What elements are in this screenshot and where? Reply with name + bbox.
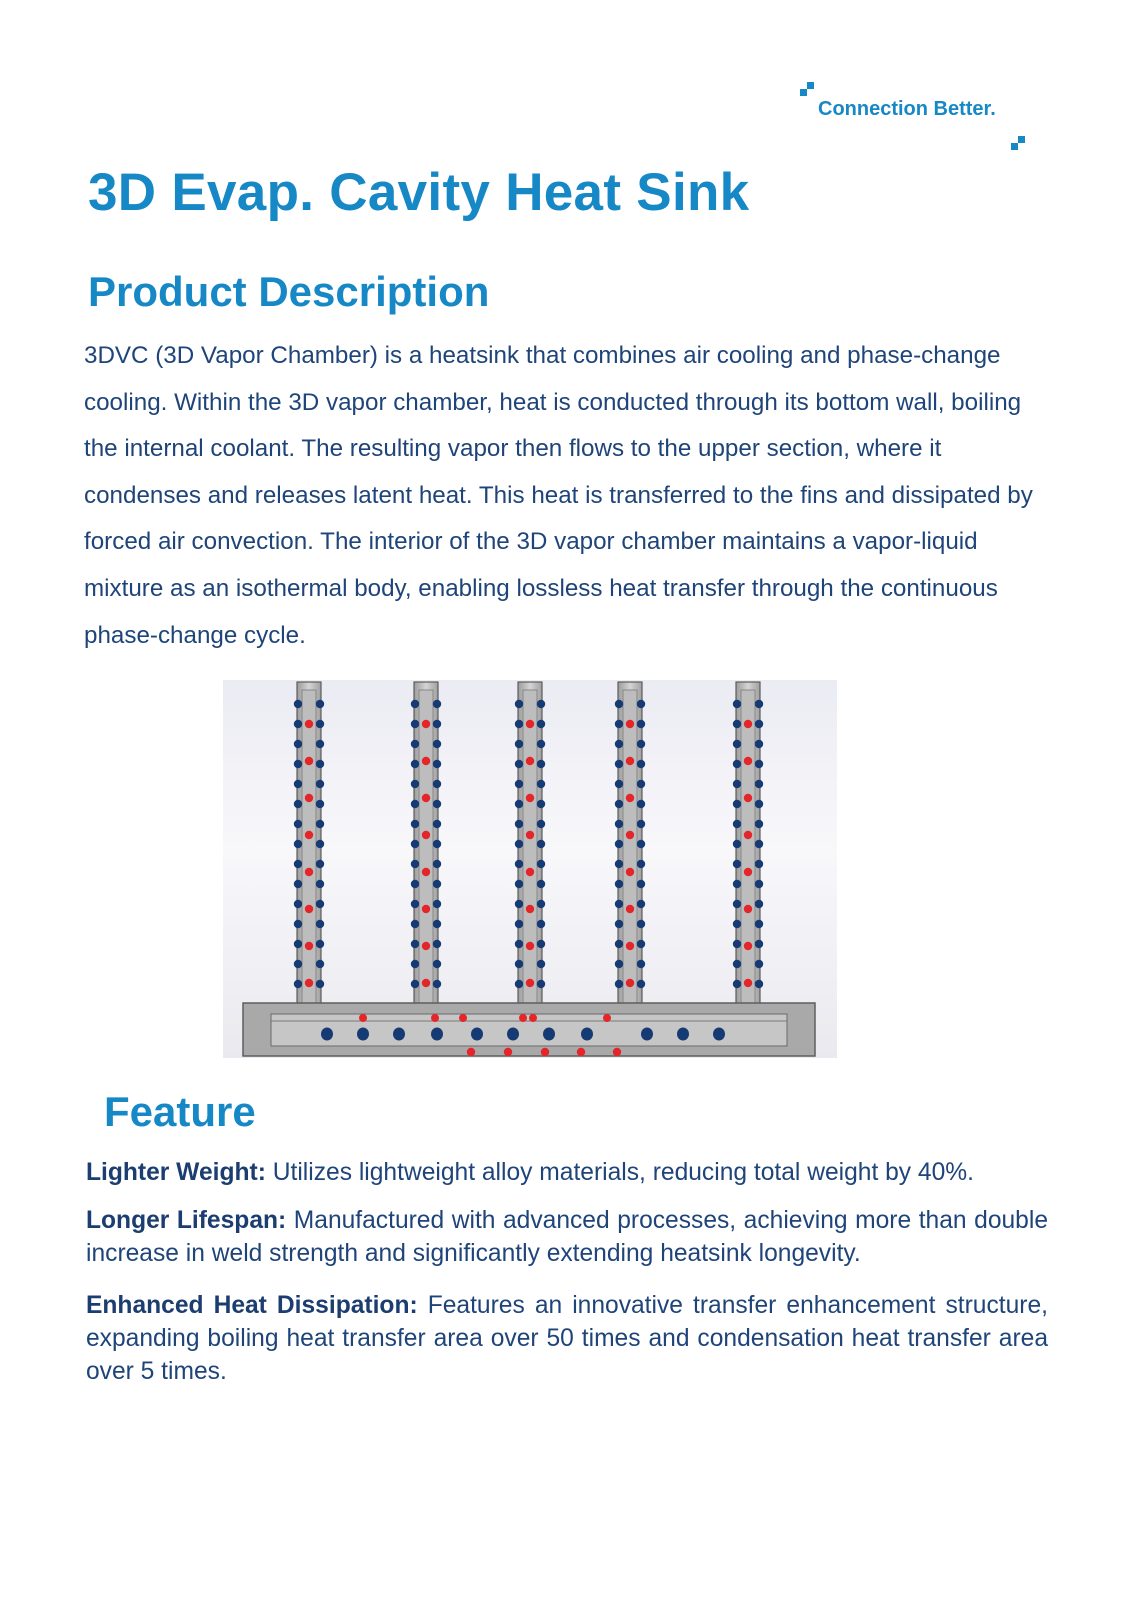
liquid-dot xyxy=(316,700,324,708)
vapor-dot xyxy=(359,1014,367,1022)
liquid-dot xyxy=(755,800,763,808)
liquid-dot xyxy=(615,920,623,928)
liquid-dot xyxy=(733,760,741,768)
liquid-dot xyxy=(316,840,324,848)
feature-item xyxy=(86,1289,1048,1388)
vapor-dot xyxy=(626,905,634,913)
liquid-dot xyxy=(755,980,763,988)
vapor-dot xyxy=(431,1014,439,1022)
liquid-dot xyxy=(637,940,645,948)
liquid-dot xyxy=(411,780,419,788)
liquid-dot xyxy=(294,740,302,748)
vapor-dot xyxy=(744,794,752,802)
vapor-dot xyxy=(744,979,752,987)
vapor-dot xyxy=(626,720,634,728)
vapor-dot xyxy=(459,1014,467,1022)
vapor-dot xyxy=(422,720,430,728)
liquid-dot xyxy=(433,980,441,988)
fin xyxy=(733,682,763,1008)
liquid-dot xyxy=(755,960,763,968)
liquid-dot xyxy=(755,700,763,708)
liquid-dot xyxy=(615,860,623,868)
liquid-dot xyxy=(411,840,419,848)
vapor-dot xyxy=(744,831,752,839)
liquid-dot xyxy=(294,920,302,928)
liquid-dot xyxy=(615,940,623,948)
liquid-dot xyxy=(515,900,523,908)
liquid-dot xyxy=(615,800,623,808)
liquid-dot xyxy=(537,760,545,768)
liquid-dot xyxy=(615,720,623,728)
liquid-dot xyxy=(316,900,324,908)
vapor-dot xyxy=(422,868,430,876)
liquid-dot xyxy=(411,980,419,988)
liquid-dot xyxy=(515,960,523,968)
liquid-dot xyxy=(755,840,763,848)
liquid-dot xyxy=(411,760,419,768)
liquid-dot xyxy=(537,700,545,708)
feature-label: Longer Lifespan: xyxy=(86,1207,287,1234)
liquid-dot xyxy=(537,920,545,928)
vapor-dot xyxy=(626,942,634,950)
liquid-dot xyxy=(294,820,302,828)
liquid-dot xyxy=(433,720,441,728)
liquid-dot xyxy=(755,900,763,908)
liquid-dot xyxy=(433,820,441,828)
vapor-chamber-cross-section-illustration xyxy=(223,680,837,1058)
fin xyxy=(294,682,324,1008)
liquid-dot xyxy=(411,860,419,868)
liquid-dot xyxy=(433,780,441,788)
liquid-dot xyxy=(537,900,545,908)
feature-label: Lighter Weight: xyxy=(86,1159,266,1186)
liquid-dot xyxy=(615,760,623,768)
liquid-dot xyxy=(641,1028,653,1041)
liquid-dot xyxy=(294,960,302,968)
liquid-dot xyxy=(733,840,741,848)
liquid-dot xyxy=(637,800,645,808)
liquid-dot xyxy=(321,1028,333,1041)
liquid-dot xyxy=(515,840,523,848)
liquid-dot xyxy=(637,840,645,848)
liquid-dot xyxy=(615,880,623,888)
vapor-dot xyxy=(305,905,313,913)
liquid-dot xyxy=(316,780,324,788)
liquid-dot xyxy=(515,740,523,748)
liquid-dot xyxy=(294,720,302,728)
vapor-dot xyxy=(626,794,634,802)
vapor-dot xyxy=(744,942,752,950)
liquid-dot xyxy=(433,920,441,928)
liquid-dot xyxy=(515,820,523,828)
vapor-dot xyxy=(526,905,534,913)
vapor-dot xyxy=(422,905,430,913)
liquid-dot xyxy=(515,720,523,728)
vapor-dot xyxy=(526,794,534,802)
liquid-dot xyxy=(637,720,645,728)
liquid-dot xyxy=(393,1028,405,1041)
liquid-dot xyxy=(637,980,645,988)
liquid-dot xyxy=(515,880,523,888)
liquid-dot xyxy=(316,880,324,888)
liquid-dot xyxy=(433,960,441,968)
liquid-dot xyxy=(507,1028,519,1041)
liquid-dot xyxy=(733,880,741,888)
liquid-dot xyxy=(433,880,441,888)
liquid-dot xyxy=(294,940,302,948)
liquid-dot xyxy=(733,860,741,868)
liquid-dot xyxy=(294,860,302,868)
liquid-dot xyxy=(537,880,545,888)
liquid-dot xyxy=(637,900,645,908)
liquid-dot xyxy=(733,720,741,728)
liquid-dot xyxy=(431,1028,443,1041)
liquid-dot xyxy=(316,720,324,728)
liquid-dot xyxy=(433,700,441,708)
liquid-dot xyxy=(537,820,545,828)
vapor-dot xyxy=(526,757,534,765)
feature-list xyxy=(86,1152,1048,1407)
feature-item xyxy=(86,1204,1048,1270)
liquid-dot xyxy=(537,940,545,948)
liquid-dot xyxy=(411,800,419,808)
liquid-dot xyxy=(433,840,441,848)
vapor-dot xyxy=(422,979,430,987)
fin-cavity xyxy=(741,690,755,1008)
liquid-dot xyxy=(733,800,741,808)
liquid-dot xyxy=(411,900,419,908)
liquid-dot xyxy=(615,740,623,748)
liquid-dot xyxy=(294,840,302,848)
vapor-dot xyxy=(529,1014,537,1022)
liquid-dot xyxy=(615,960,623,968)
vapor-dot xyxy=(577,1048,585,1056)
liquid-dot xyxy=(755,860,763,868)
feature-text: Manufactured with advanced processes, achieving more than double increase in weld strength and significantly extending heatsink longevity. xyxy=(86,1207,1048,1267)
liquid-dot xyxy=(615,700,623,708)
fin xyxy=(515,682,545,1008)
fin xyxy=(615,682,645,1008)
liquid-dot xyxy=(537,860,545,868)
feature-heading: Feature xyxy=(104,1088,256,1135)
liquid-dot xyxy=(515,940,523,948)
vapor-dot xyxy=(626,757,634,765)
liquid-dot xyxy=(515,780,523,788)
liquid-dot xyxy=(733,960,741,968)
liquid-dot xyxy=(733,740,741,748)
liquid-dot xyxy=(294,900,302,908)
liquid-dot xyxy=(316,800,324,808)
vapor-dot xyxy=(305,979,313,987)
liquid-dot xyxy=(433,740,441,748)
liquid-dot xyxy=(537,840,545,848)
vapor-dot xyxy=(422,757,430,765)
liquid-dot xyxy=(543,1028,555,1041)
liquid-dot xyxy=(515,800,523,808)
liquid-dot xyxy=(637,760,645,768)
vapor-dot xyxy=(526,831,534,839)
vapor-dot xyxy=(526,942,534,950)
liquid-dot xyxy=(637,700,645,708)
liquid-dot xyxy=(755,920,763,928)
vapor-dot xyxy=(467,1048,475,1056)
liquid-dot xyxy=(294,760,302,768)
liquid-dot xyxy=(537,780,545,788)
feature-text: Features an innovative transfer enhancement structure, expanding boiling heat transfer area over 50 times and condensation heat transfer area over 5 times. xyxy=(86,1292,1048,1385)
liquid-dot xyxy=(755,740,763,748)
fin-cavity xyxy=(419,690,433,1008)
liquid-dot xyxy=(316,860,324,868)
liquid-dot xyxy=(733,700,741,708)
page-title: 3D Evap. Cavity Heat Sink xyxy=(88,163,750,222)
vapor-dot xyxy=(422,794,430,802)
liquid-dot xyxy=(316,760,324,768)
vapor-dot xyxy=(526,979,534,987)
vapor-dot xyxy=(526,720,534,728)
liquid-dot xyxy=(755,720,763,728)
vapor-dot xyxy=(422,942,430,950)
product-description-body: 3DVC (3D Vapor Chamber) is a heatsink that combines air cooling and phase-change cooling. Within the 3D vapor chamber, heat is conducted through its bottom wall, boiling the internal coolant. The resulting vapor then flows to the upper section, where it condenses and releases latent heat. This heat is transferred to the fins and dissipated by forced air convection. The interior of the 3D vapor chamber maintains a vapor-liquid mixture as an isothermal body, enabling lossless heat transfer through the continuous phase-change cycle. xyxy=(84,342,1033,649)
liquid-dot xyxy=(515,700,523,708)
liquid-dot xyxy=(615,840,623,848)
liquid-dot xyxy=(733,920,741,928)
feature-item xyxy=(86,1152,1048,1194)
liquid-dot xyxy=(411,720,419,728)
liquid-dot xyxy=(615,820,623,828)
liquid-dot xyxy=(515,760,523,768)
liquid-dot xyxy=(755,760,763,768)
vapor-dot xyxy=(613,1048,621,1056)
liquid-dot xyxy=(637,780,645,788)
brand-logo xyxy=(800,82,1040,162)
liquid-dot xyxy=(411,700,419,708)
liquid-dot xyxy=(637,740,645,748)
liquid-dot xyxy=(411,960,419,968)
liquid-dot xyxy=(411,920,419,928)
logo-squares-icon xyxy=(1011,136,1031,156)
vapor-dot xyxy=(305,757,313,765)
liquid-dot xyxy=(294,880,302,888)
liquid-dot xyxy=(615,900,623,908)
vapor-dot xyxy=(744,868,752,876)
vapor-dot xyxy=(626,831,634,839)
liquid-dot xyxy=(411,880,419,888)
fin-cavity xyxy=(523,690,537,1008)
liquid-dot xyxy=(733,980,741,988)
liquid-dot xyxy=(294,780,302,788)
vapor-dot xyxy=(305,868,313,876)
liquid-dot xyxy=(537,720,545,728)
liquid-dot xyxy=(637,960,645,968)
liquid-dot xyxy=(357,1028,369,1041)
liquid-dot xyxy=(515,920,523,928)
liquid-dot xyxy=(755,780,763,788)
liquid-dot xyxy=(411,820,419,828)
liquid-dot xyxy=(411,940,419,948)
vapor-dot xyxy=(626,868,634,876)
liquid-dot xyxy=(316,920,324,928)
liquid-dot xyxy=(433,900,441,908)
brand-tagline: Connection Better. xyxy=(818,98,996,120)
liquid-dot xyxy=(755,880,763,888)
liquid-dot xyxy=(316,740,324,748)
fin-cavity xyxy=(623,690,637,1008)
vapor-dot xyxy=(519,1014,527,1022)
liquid-dot xyxy=(316,940,324,948)
liquid-dot xyxy=(294,700,302,708)
liquid-dot xyxy=(615,980,623,988)
product-description-heading: Product Description xyxy=(88,268,490,315)
vapor-dot xyxy=(504,1048,512,1056)
vapor-dot xyxy=(422,831,430,839)
liquid-dot xyxy=(316,960,324,968)
liquid-dot xyxy=(733,780,741,788)
liquid-dot xyxy=(733,820,741,828)
vapor-dot xyxy=(744,720,752,728)
feature-text: Utilizes lightweight alloy materials, reducing total weight by 40%. xyxy=(272,1159,974,1186)
liquid-dot xyxy=(615,780,623,788)
feature-label: Enhanced Heat Dissipation: xyxy=(86,1292,418,1319)
vapor-dot xyxy=(305,942,313,950)
logo-squares-icon xyxy=(800,82,820,102)
liquid-dot xyxy=(294,800,302,808)
liquid-dot xyxy=(733,940,741,948)
liquid-dot xyxy=(537,740,545,748)
liquid-dot xyxy=(471,1028,483,1041)
liquid-dot xyxy=(433,760,441,768)
liquid-dot xyxy=(713,1028,725,1041)
liquid-dot xyxy=(637,920,645,928)
vapor-dot xyxy=(305,794,313,802)
liquid-dot xyxy=(637,820,645,828)
vapor-dot xyxy=(744,757,752,765)
vapor-dot xyxy=(526,868,534,876)
liquid-dot xyxy=(515,980,523,988)
liquid-dot xyxy=(537,800,545,808)
liquid-dot xyxy=(515,860,523,868)
liquid-dot xyxy=(433,860,441,868)
liquid-dot xyxy=(537,960,545,968)
liquid-dot xyxy=(433,940,441,948)
liquid-dot xyxy=(411,740,419,748)
fin-cavity xyxy=(302,690,316,1008)
vapor-dot xyxy=(541,1048,549,1056)
liquid-dot xyxy=(316,820,324,828)
liquid-dot xyxy=(677,1028,689,1041)
vapor-dot xyxy=(626,979,634,987)
liquid-dot xyxy=(294,980,302,988)
liquid-dot xyxy=(537,980,545,988)
liquid-dot xyxy=(755,820,763,828)
vapor-dot xyxy=(305,720,313,728)
liquid-dot xyxy=(316,980,324,988)
liquid-dot xyxy=(581,1028,593,1041)
liquid-dot xyxy=(637,880,645,888)
liquid-dot xyxy=(755,940,763,948)
vapor-dot xyxy=(305,831,313,839)
fin xyxy=(411,682,441,1008)
vapor-dot xyxy=(603,1014,611,1022)
liquid-dot xyxy=(733,900,741,908)
liquid-dot xyxy=(637,860,645,868)
liquid-dot xyxy=(433,800,441,808)
vapor-dot xyxy=(744,905,752,913)
